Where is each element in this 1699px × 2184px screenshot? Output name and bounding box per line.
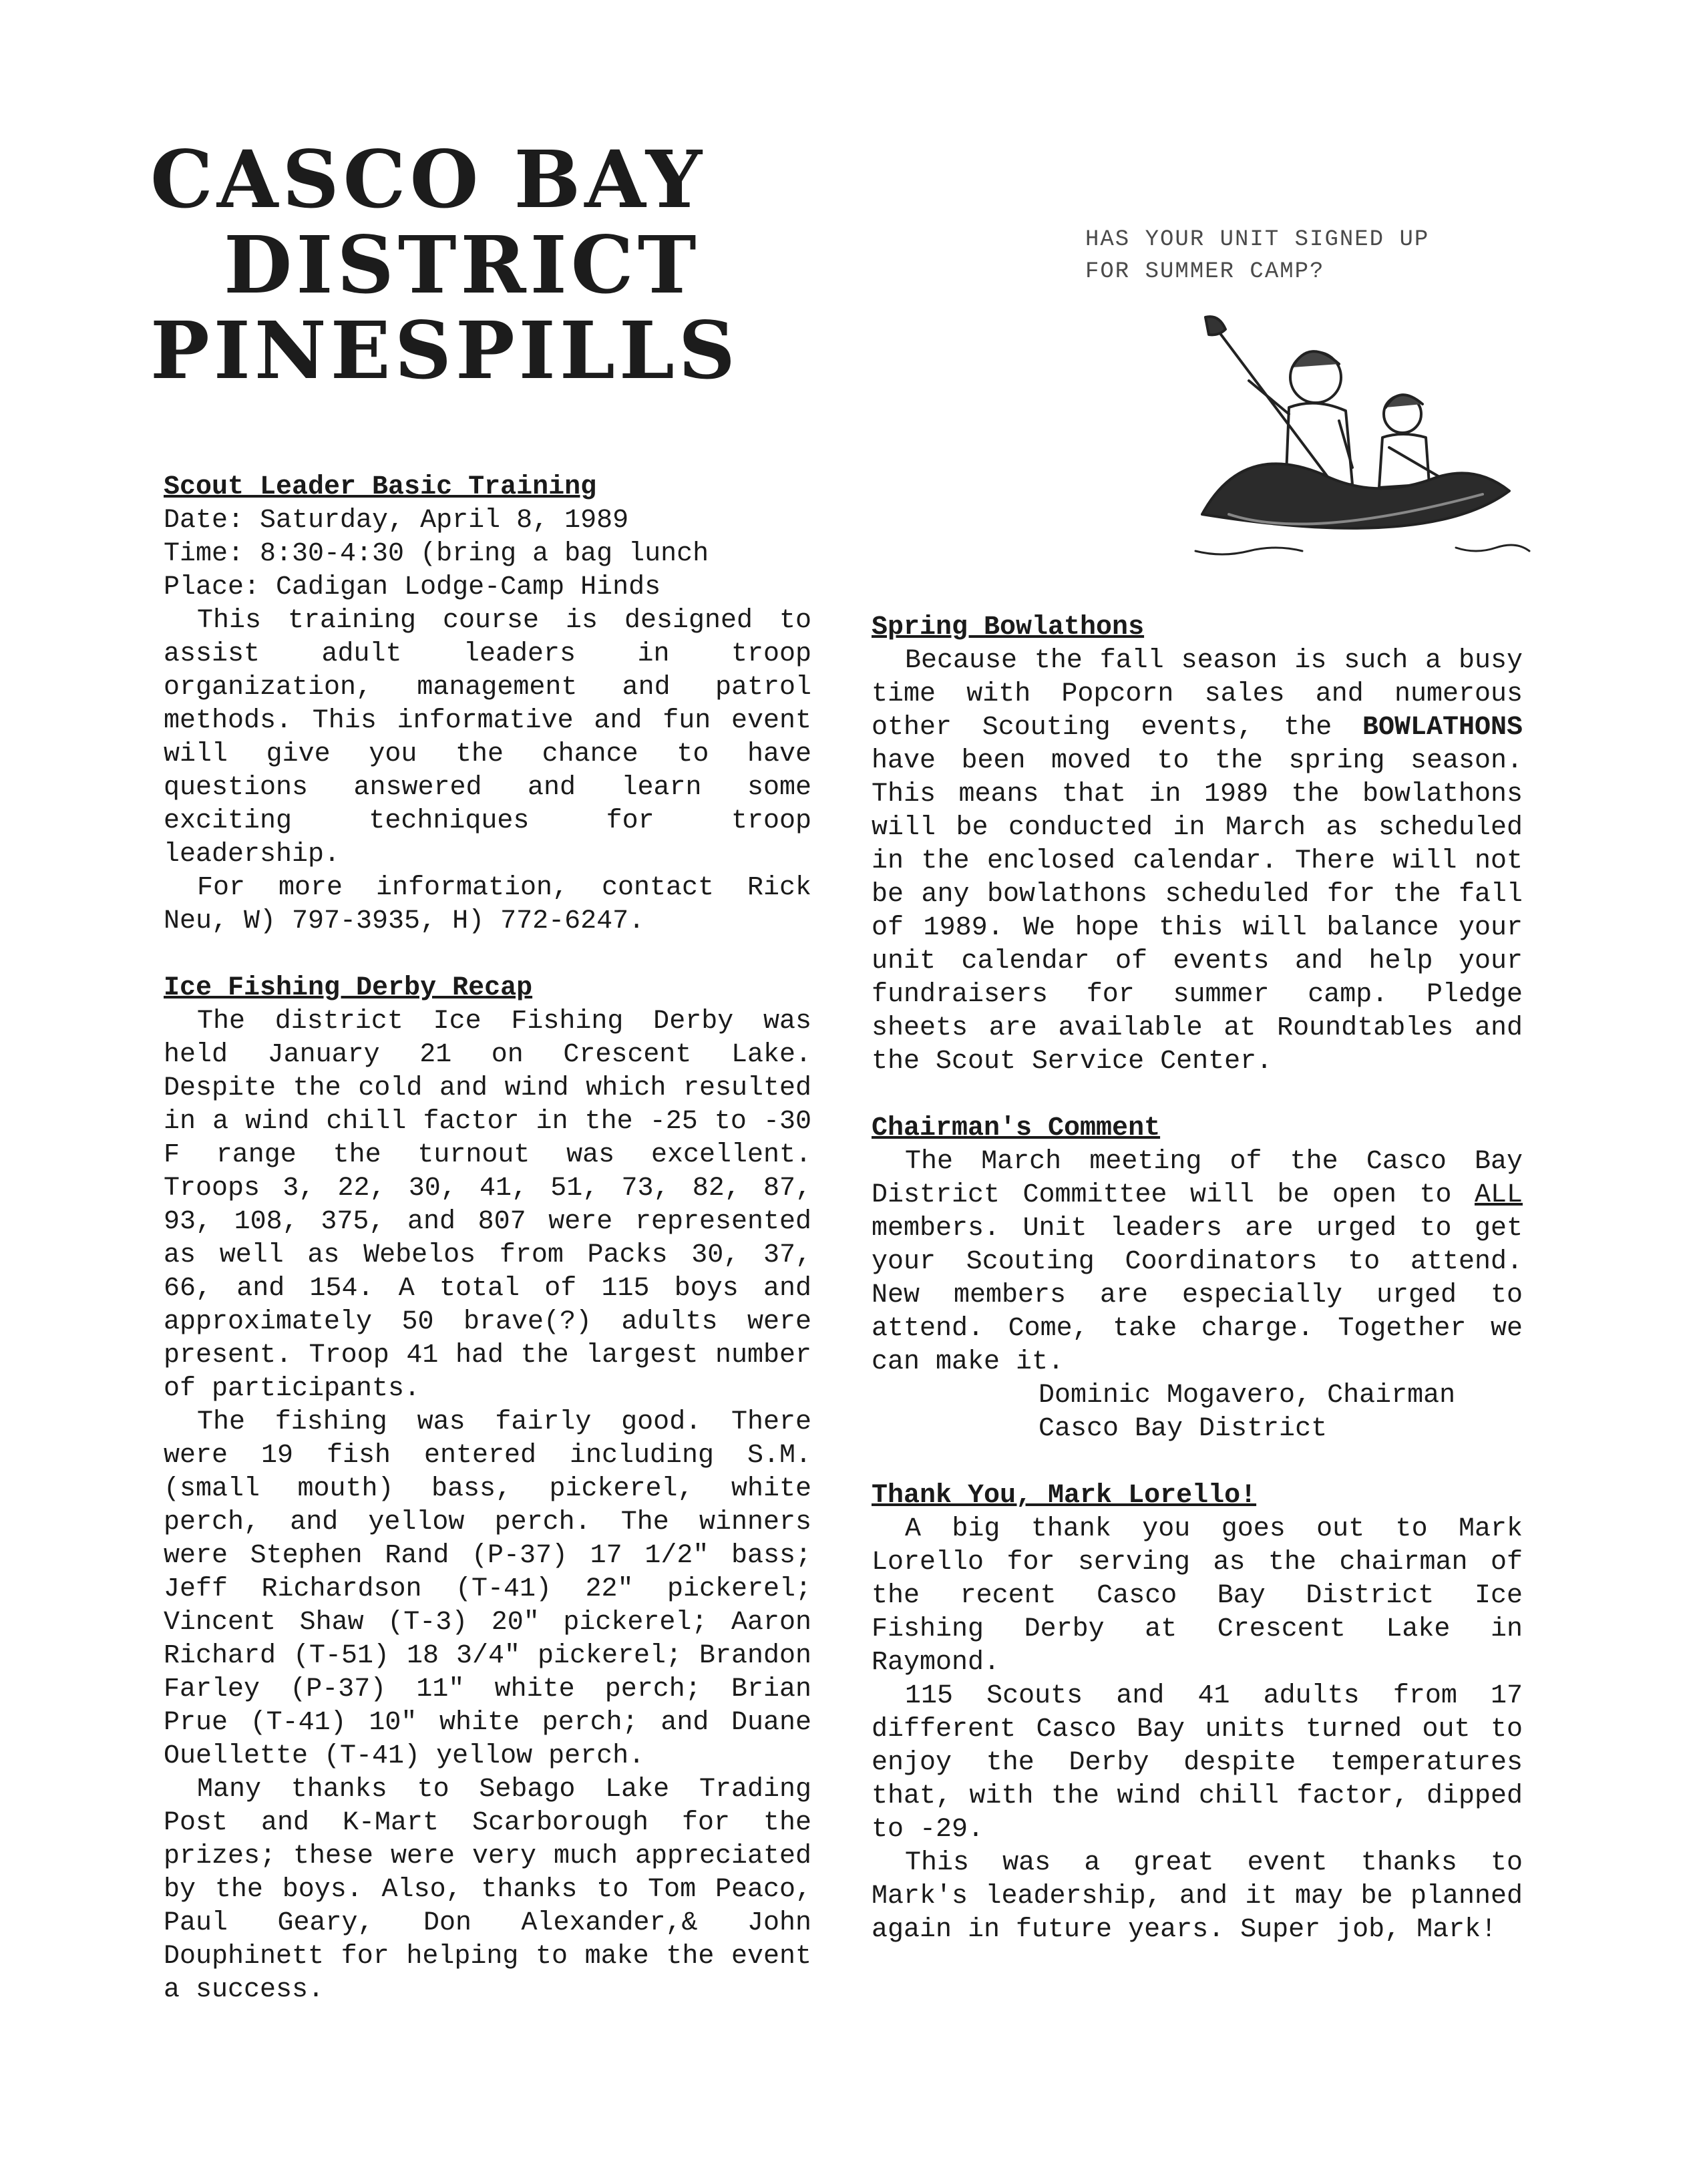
chairman-paragraph <box>872 1145 1523 1379</box>
chairman-text-1: The March meeting of the Casco Bay District Committee will be open to <box>872 1147 1523 1210</box>
thanks-heading: Thank You, Mark Lorello! <box>872 1481 1257 1511</box>
training-time: Time: 8:30-4:30 (bring a bag lunch <box>164 539 709 569</box>
chairman-heading: Chairman's Comment <box>872 1113 1161 1143</box>
training-place: Place: Cadigan Lodge-Camp Hinds <box>164 572 661 602</box>
left-column <box>164 471 811 2040</box>
newsletter-masthead <box>150 133 885 397</box>
ice-fishing-paragraph-3: Many thanks to Sebago Lake Trading Post and K-Mart Scarborough for the prizes; these were very much appreciated by the boys. Also, thanks to Tom Peaco, Paul Geary, Don Alexander,& John Douphinett for helping to make the event a success. <box>164 1775 811 2005</box>
bowlathons-heading: Spring Bowlathons <box>872 612 1145 643</box>
thanks-paragraph-2: 115 Scouts and 41 adults from 17 different Casco Bay units turned out to enjoy the Derby despite temperatures that, with the wind chill factor, dipped to -29. <box>872 1681 1523 1845</box>
summer-camp-prompt-line-2: FOR SUMMER CAMP? <box>1085 259 1325 285</box>
chairman-text-2: members. Unit leaders are urged to get your Scouting Coordinators to attend. New members are especially urged to attend. Come, take charge. Together we can make it. <box>872 1214 1523 1377</box>
training-date: Date: Saturday, April 8, 1989 <box>164 506 629 536</box>
bowlathons-paragraph <box>872 645 1523 1079</box>
summer-camp-prompt <box>1085 224 1579 288</box>
summer-camp-prompt-line-1: HAS YOUR UNIT SIGNED UP <box>1085 227 1430 252</box>
bowlathons-text-2: have been moved to the spring season. This means that in 1989 the bowlathons will be conducted in March as scheduled in the enclosed calendar. There will not be any bowlathons scheduled for the fall of 1989. We hope this will balance your unit calendar of events and help your fundraisers for summer camp. Pledge sheets are available at Roundtables and the Scout Service Center. <box>872 746 1523 1077</box>
masthead-line-3: PINESPILLS <box>150 304 740 397</box>
chairman-emphasis: ALL <box>1474 1180 1523 1210</box>
bowlathons-text-1: Because the fall season is such a busy time with Popcorn sales and numerous other Scouting events, the <box>872 646 1523 743</box>
masthead-line-1: CASCO BAY <box>150 133 707 226</box>
ice-fishing-heading: Ice Fishing Derby Recap <box>164 973 533 1003</box>
bowlathons-emphasis: BOWLATHONS <box>1362 713 1523 743</box>
canoe-paddlers-icon <box>1189 314 1536 574</box>
right-column <box>872 611 1523 1980</box>
chairman-signature-name: Dominic Mogavero, Chairman <box>1039 1381 1456 1411</box>
bowlathons-section <box>872 611 1523 1079</box>
ice-fishing-paragraph-1: The district Ice Fishing Derby was held January 21 on Crescent Lake. Despite the cold and wind which resulted in a wind chill factor in the -25 to -30 F range the turnout was excellent. Troops 3, 22, 30, 41, 51, 73, 82, 87, 93, 108, 375, and 807 were represented as well as Webelos from Packs 30, 37, 66, and 154. A total of 115 boys and approximately 50 brave(?) adults were present. Troop 41 had the largest number of participants. <box>164 1007 811 1404</box>
thanks-section <box>872 1479 1523 1947</box>
ice-fishing-section <box>164 972 811 2007</box>
thanks-paragraph-3: This was a great event thanks to Mark's leadership, and it may be planned again in future years. Super job, Mark! <box>872 1848 1523 1945</box>
chairman-signature-org: Casco Bay District <box>1039 1414 1328 1444</box>
chairman-section <box>872 1112 1523 1446</box>
training-section <box>164 471 811 938</box>
masthead-line-2: DISTRICT <box>224 218 701 311</box>
thanks-paragraph-1: A big thank you goes out to Mark Lorello for serving as the chairman of the recent Casco Bay District Ice Fishing Derby at Crescent Lake in Raymond. <box>872 1514 1523 1678</box>
training-description: This training course is designed to assist adult leaders in troop organization, management and patrol methods. This informative and fun event will give you the chance to have questions answered and learn some exciting techniques for troop leadership. <box>164 606 811 870</box>
training-heading: Scout Leader Basic Training <box>164 472 597 502</box>
ice-fishing-paragraph-2: The fishing was fairly good. There were 19 fish entered including S.M. (small mouth) bass, pickerel, white perch, and yellow perch. The winners were Stephen Rand (P-37) 17 1/2" bass; Jeff Richardson (T-41) 22" pickerel; Vincent Shaw (T-3) 20" pickerel; Aaron Richard (T-51) 18 3/4" pickerel; Brandon Farley (P-37) 11" white perch; Brian Prue (T-41) 10" white perch; and Duane Ouellette (T-41) yellow perch. <box>164 1407 811 1771</box>
training-contact: For more information, contact Rick Neu, W) 797-3935, H) 772-6247. <box>164 873 811 936</box>
